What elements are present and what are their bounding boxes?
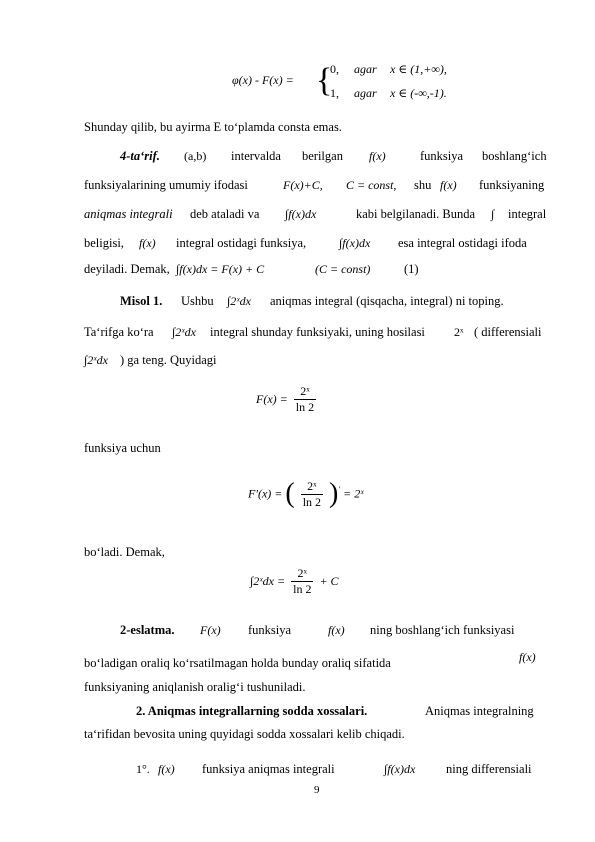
ex-l1-b: aniqmas integral (qisqacha, integral) ni toping. bbox=[270, 294, 504, 308]
res-denominator: ln 2 bbox=[293, 582, 312, 596]
def-fx2: f(x) bbox=[440, 178, 457, 192]
formula-F bbox=[256, 384, 319, 415]
res-fraction bbox=[291, 566, 313, 597]
note-fx: f(x) bbox=[328, 623, 345, 637]
def-eq1-const: (C = const) bbox=[315, 262, 371, 276]
F-numerator: 2ˣ bbox=[294, 384, 316, 400]
def-l3-d: integral bbox=[508, 207, 547, 221]
def-word-funksiya: funksiya bbox=[420, 149, 464, 163]
def-line-1 bbox=[84, 149, 556, 171]
Fp-denominator: ln 2 bbox=[302, 494, 322, 509]
item-b: ning differensiali bbox=[446, 762, 532, 776]
Fp-lhs: F′(x) = bbox=[248, 486, 283, 501]
piecewise-formula bbox=[232, 60, 462, 106]
section-l2: ta‘rifidan bevosita uning quyidagi sodda xossalari kelib chiqadi. bbox=[84, 727, 405, 741]
def-fx3: f(x) bbox=[139, 236, 156, 250]
example-line-1 bbox=[84, 294, 556, 316]
case1-cond: x ∈ (1,+∞), bbox=[390, 62, 447, 76]
def-l2-b: shu bbox=[414, 178, 432, 192]
note-line-2 bbox=[84, 650, 556, 678]
section-item-1 bbox=[84, 762, 556, 784]
equation-number: (1) bbox=[404, 262, 419, 276]
formula-brace: { bbox=[316, 62, 333, 99]
right-paren: ) bbox=[329, 478, 339, 509]
case2-value: 1, bbox=[330, 86, 339, 100]
item-a: funksiya aniqmas integrali bbox=[202, 762, 335, 776]
case1-word: agar bbox=[354, 62, 377, 76]
ex-l2-b: integral shunday funksiyaki, uning hosilasi bbox=[210, 325, 425, 339]
def-intsym: ∫ bbox=[491, 207, 495, 221]
def-line-3 bbox=[84, 207, 556, 229]
def-line-4 bbox=[84, 236, 556, 258]
section-l1-rest: Aniqmas integralning bbox=[425, 704, 534, 718]
note-label: 2-eslatma. bbox=[120, 623, 175, 637]
formula-lhs: φ(x) - F(x) = bbox=[232, 73, 294, 87]
ex-l2-a: Ta‘rifga ko‘ra bbox=[84, 325, 154, 339]
F-denominator: ln 2 bbox=[295, 400, 315, 414]
paragraph-consta: Shunday qilib, bu ayirma E to‘plamda consta emas. bbox=[84, 120, 342, 134]
example-label: Misol 1. bbox=[120, 294, 163, 308]
def-intf2: ∫f(x)dx bbox=[339, 236, 371, 250]
def-l3-b: deb ataladi va bbox=[190, 207, 260, 221]
Fp-fraction bbox=[301, 479, 323, 510]
ex-line-boladi: bo‘ladi. Demak, bbox=[84, 545, 165, 559]
def-l4-b: integral ostidagi funksiya, bbox=[176, 236, 307, 250]
formula-F-prime bbox=[248, 478, 364, 510]
example-line-3 bbox=[84, 353, 556, 375]
def-line-5 bbox=[84, 262, 556, 284]
F-lhs: F(x) = bbox=[256, 392, 288, 406]
note-w2: ning boshlang‘ich funksiyasi bbox=[370, 623, 515, 637]
def-cconst: C = const, bbox=[346, 178, 397, 192]
res-rhs: + C bbox=[319, 574, 339, 588]
section-line-1 bbox=[84, 704, 556, 726]
section-line-2 bbox=[84, 727, 556, 749]
note-line-1 bbox=[84, 623, 556, 645]
def-l2-a: funksiyalarining umumiy ifodasi bbox=[84, 178, 248, 192]
ex-l2-c: ( differensiali bbox=[474, 325, 542, 339]
ex-l1-a: Ushbu bbox=[181, 294, 214, 308]
def-l4-c: esa integral ostidagi ifoda bbox=[398, 236, 527, 250]
def-word-intervalda: intervalda bbox=[231, 149, 281, 163]
def-label: 4-ta‘rif. bbox=[120, 149, 160, 163]
Fp-rhs: = 2ˣ bbox=[343, 486, 364, 501]
def-word-berilgan: berilgan bbox=[302, 149, 343, 163]
note-line-3 bbox=[84, 680, 556, 702]
res-numerator: 2ˣ bbox=[291, 566, 313, 582]
def-word-boshlangich: boshlang‘ich bbox=[482, 149, 547, 163]
prime-mark: ′ bbox=[338, 484, 341, 494]
page-number: 9 bbox=[314, 784, 320, 796]
def-term-aniqmas-integrali: aniqmas integrali bbox=[84, 207, 173, 221]
case2-cond: x ∈ (-∞,-1). bbox=[390, 86, 447, 100]
section-title: 2. Aniqmas integrallarning sodda xossalari. bbox=[136, 704, 368, 718]
def-eq1: ∫f(x)dx = F(x) + C bbox=[176, 262, 265, 276]
def-l4-a: beligisi, bbox=[84, 236, 124, 250]
ex-int2x: ∫2ˣdx bbox=[227, 294, 251, 308]
res-lhs: ∫2ˣdx = bbox=[250, 574, 286, 588]
F-fraction bbox=[294, 384, 316, 415]
def-fc: F(x)+C, bbox=[283, 178, 323, 192]
example-line-2 bbox=[84, 325, 556, 347]
Fp-numerator: 2ˣ bbox=[301, 479, 323, 495]
case2-word: agar bbox=[354, 86, 377, 100]
case1-value: 0, bbox=[330, 62, 339, 76]
ex-l3-b: ) ga teng. Quyidagi bbox=[120, 353, 217, 367]
note-l2: bo‘ladigan oraliq ko‘rsatilmagan holda bunday oraliq sifatida bbox=[84, 656, 391, 670]
def-interval: (a,b) bbox=[184, 149, 207, 163]
item-fx: f(x) bbox=[158, 762, 175, 776]
note-fx2: f(x) bbox=[519, 650, 536, 664]
left-paren: ( bbox=[285, 478, 295, 509]
ex-line-funksiya-uchun: funksiya uchun bbox=[84, 441, 161, 455]
note-Fx: F(x) bbox=[200, 623, 221, 637]
ex-int2x-inline: ∫2ˣdx bbox=[172, 325, 196, 339]
item-number: 1°. bbox=[136, 762, 150, 776]
ex-int2x-diff: ∫2ˣdx bbox=[84, 353, 108, 367]
formula-result bbox=[250, 566, 339, 597]
item-intf: ∫f(x)dx bbox=[384, 762, 416, 776]
def-fx: f(x) bbox=[369, 149, 386, 163]
def-intf: ∫f(x)dx bbox=[285, 207, 317, 221]
def-l5-a: deyiladi. Demak, bbox=[84, 262, 170, 276]
def-l2-c: funksiyaning bbox=[479, 178, 545, 192]
def-line-2 bbox=[84, 178, 556, 200]
ex-two-x: 2ˣ bbox=[454, 325, 464, 339]
note-w1: funksiya bbox=[248, 623, 292, 637]
def-l3-c: kabi belgilanadi. Bunda bbox=[356, 207, 476, 221]
note-l3: funksiyaning aniqlanish oralig‘i tushuniladi. bbox=[84, 680, 306, 694]
